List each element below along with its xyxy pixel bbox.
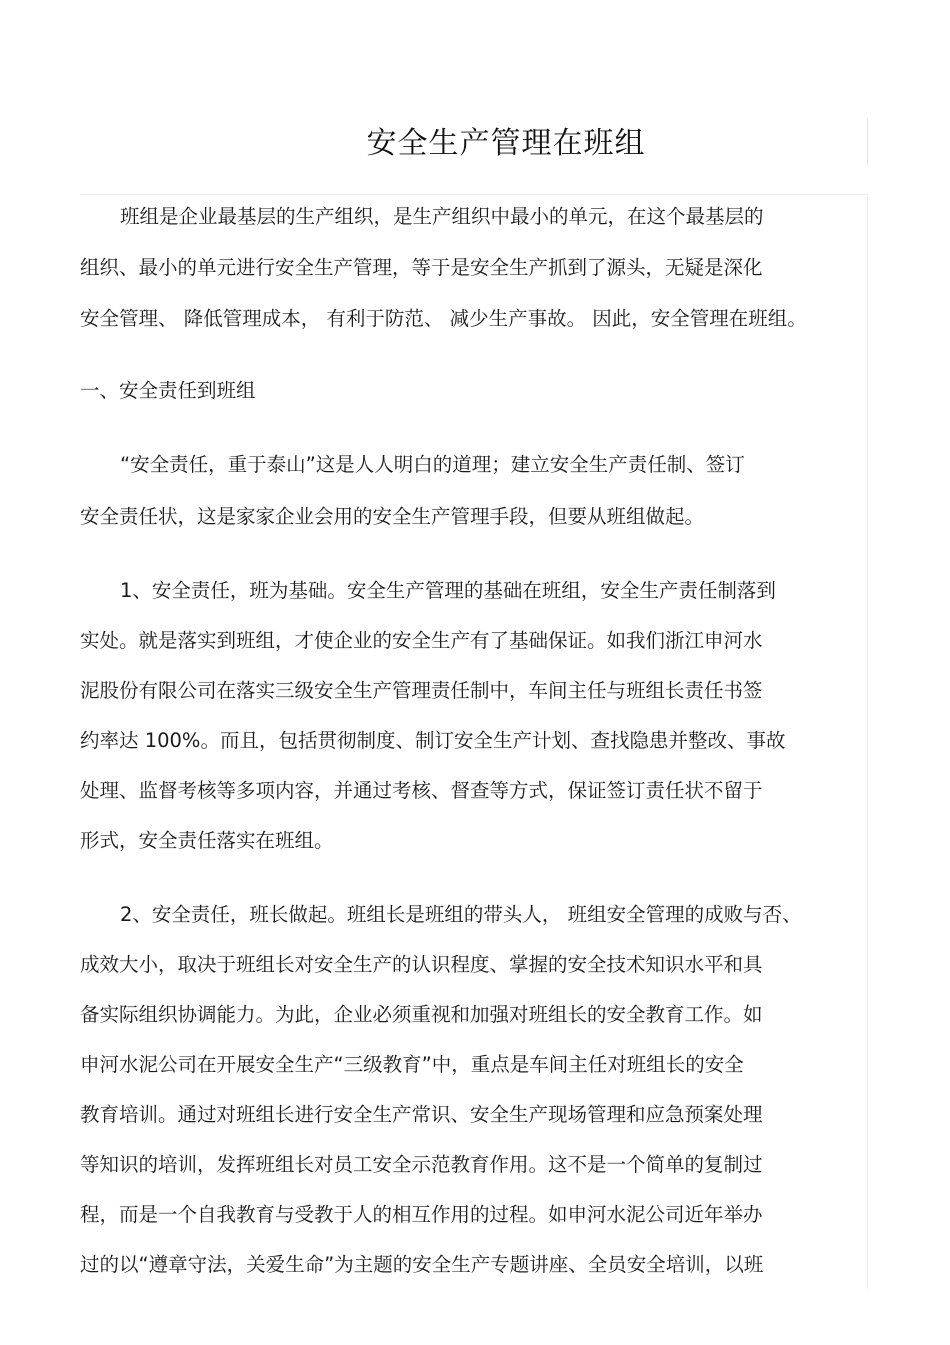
paragraph-line: 实处。就是落实到班组，才使企业的安全生产有了基础保证。如我们浙江申河水 (80, 629, 763, 652)
paragraph-line: 安全管理、 降低管理成本， 有利于防范、 减少生产事故。 因此，安全管理在班组。 (80, 307, 807, 330)
paragraph-line: 教育培训。通过对班组长进行安全生产常识、安全生产现场管理和应急预案处理 (80, 1103, 763, 1126)
paragraph-line: 组织、最小的单元进行安全生产管理，等于是安全生产抓到了源头，无疑是深化 (80, 256, 763, 279)
paragraph-line: 安全责任状，这是家家企业会用的安全生产管理手段，但要从班组做起。 (80, 505, 705, 528)
paragraph-line: 过的以“遵章守法，关爱生命”为主题的安全生产专题讲座、全员安全培训，以班 (80, 1253, 764, 1276)
paragraph-line: 2、安全责任，班长做起。班组长是班组的带头人， 班组安全管理的成败与否、 (120, 903, 802, 926)
section-heading: 一、安全责任到班组 (80, 379, 256, 402)
right-margin-rule (867, 194, 868, 1289)
page-title: 安全生产管理在班组 (366, 126, 646, 161)
paragraph-line: “安全责任，重于泰山”这是人人明白的道理；建立安全生产责任制、签订 (120, 453, 745, 476)
header-divider (80, 194, 868, 195)
paragraph-line: 程，而是一个自我教育与受教于人的相互作用的过程。如申河水泥公司近年举办 (80, 1203, 763, 1226)
paragraph-line: 备实际组织协调能力。为此，企业必须重视和加强对班组长的安全教育工作。如 (80, 1003, 763, 1026)
paragraph-line: 1、安全责任，班为基础。安全生产管理的基础在班组，安全生产责任制落到 (120, 579, 776, 602)
paragraph-line: 成效大小，取决于班组长对安全生产的认识程度、掌握的安全技术知识水平和具 (80, 953, 763, 976)
paragraph-line: 形式，安全责任落实在班组。 (80, 829, 334, 852)
paragraph-line: 班组是企业最基层的生产组织，是生产组织中最小的单元，在这个最基层的 (120, 205, 764, 228)
paragraph-line: 泥股份有限公司在落实三级安全生产管理责任制中，车间主任与班组长责任书签 (80, 679, 763, 702)
paragraph-line: 申河水泥公司在开展安全生产“三级教育”中，重点是车间主任对班组长的安全 (80, 1053, 744, 1076)
paragraph-line: 处理、监督考核等多项内容，并通过考核、督查等方式，保证签订责任状不留于 (80, 779, 763, 802)
paragraph-line: 约率达 100%。而且，包括贯彻制度、制订安全生产计划、查找隐患并整改、事故 (80, 729, 786, 752)
paragraph-line: 等知识的培训，发挥班组长对员工安全示范教育作用。这不是一个简单的复制过 (80, 1153, 763, 1176)
